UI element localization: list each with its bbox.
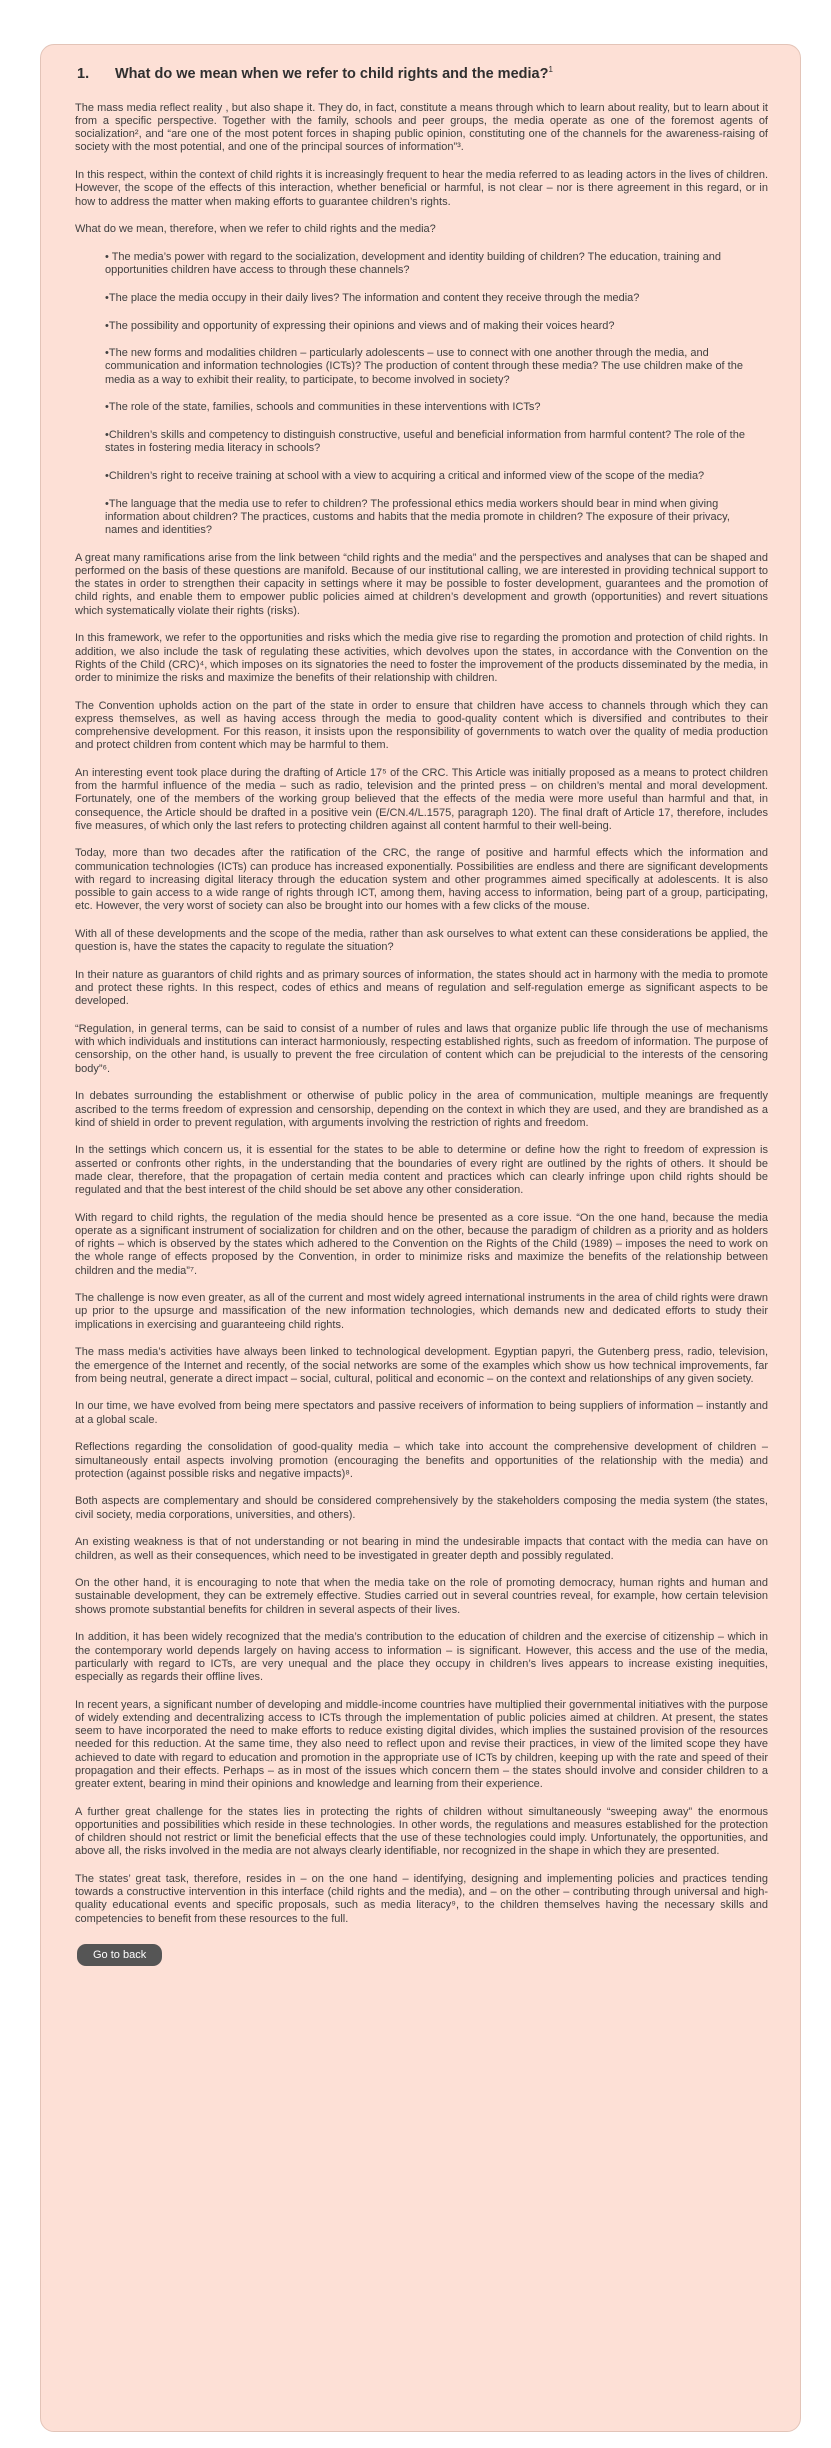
section-number: 1. (77, 65, 90, 82)
body-paragraph: Reflections regarding the consolidation of good-quality media – which take into account the comprehensive development of children – simultaneously entail aspects involving promotion (encouraging the benefits and opportunities of the relationship with the media) and protection (against possible risks and negative impacts)⁸. (75, 1441, 768, 1480)
body-paragraph: With all of these developments and the scope of the media, rather than ask ourselves to what extent can these considerations be applied, the question is, have the states the capacity to regulate the situation? (75, 927, 768, 954)
body-paragraph: In our time, we have evolved from being mere spectators and passive receivers of information to being suppliers of information – instantly and at a global scale. (75, 1400, 768, 1426)
body-paragraph: In this framework, we refer to the opportunities and risks which the media give rise to regarding the promotion and protection of child rights. In addition, we also include the task of regulating these activities, which devolves upon the states, in accordance with the Convention on the Rights of the Child (CRC)⁴, which imposes on its signatories the need to foster the improvement of the products disseminated by the media, in order to minimize the risks and maximize the benefits of their relationship with children. (75, 632, 768, 684)
body-paragraph: Today, more than two decades after the ratification of the CRC, the range of positive and harmful effects which the information and communication technologies (ICTs) can produce has increased exponentially. Possibilities are endless and there are significant developments with regard to increasing digital literacy through the education system and other programmes aimed specifically at adolescents. It is also possible to gain access to a wide range of rights through ICT, among them, having access to information, being part of a group, participating, etc. However, the very worst of society can also be brought into our homes with a few clicks of the mouse. (75, 847, 768, 913)
body-paragraph: The states’ great task, therefore, resides in – on the one hand – identifying, designing and implementing policies and practices tending towards a constructive intervention in this interface (child rights and the media), and – on the other – contributing through universal and high-quality educational events and specific proposals, such as media literacy⁹, to the children themselves having the necessary skills and competencies to benefit from these resources to the full. (75, 1872, 768, 1925)
section-heading (77, 65, 768, 82)
body-paragraph: The Convention upholds action on the part of the state in order to ensure that children have access to channels through which they can express themselves, as well as having access through the media to good-quality content which is diversified and contributes to their comprehensive development. For this reason, it insists upon the responsibility of governments to watch over the quality of media production and protect children from content which may be harmful to them. (75, 699, 768, 752)
question-item: •The role of the state, families, schools and communities in these interventions with ICTs? (105, 401, 541, 414)
content-panel (40, 44, 801, 2432)
body-paragraph: The mass media’s activities have always been linked to technological development. Egyptian papyri, the Gutenberg press, radio, television, the emergence of the Internet and recently, of the social networks are some of the examples which show us how technical improvements, far from being neutral, generate a direct impact – social, cultural, political and economic – on the context and relationships of any given society. (75, 1346, 768, 1385)
intro-paragraph-2: In this respect, within the context of child rights it is increasingly frequent to hear the media referred to as leading actors in the lives of children. However, the scope of the effects of this interaction, whether beneficial or harmful, is not clear – nor is there agreement in this regard, or in how to address the matter when making efforts to guarantee children’s rights. (75, 169, 768, 208)
body-paragraph: In their nature as guarantors of child rights and as primary sources of information, the states should act in harmony with the media to promote and protect these rights. In this respect, codes of ethics and means of regulation and self-regulation emerge as significant aspects to be developed. (75, 968, 768, 1008)
heading-footnote: 1 (548, 65, 553, 74)
intro-paragraph-1: The mass media reflect reality , but also shape it. They do, in fact, constitute a means through which to learn about reality, but to learn about it from a specific perspective. Together with the family, schools and peer groups, the media operate as one of the foremost agents of socialization², and “are one of the most potent forces in shaping public opinion, constituting one of the channels for the awareness-raising of society with the most potential, and one of the principal sources of information”³. (75, 101, 768, 154)
body-paragraph: Both aspects are complementary and should be considered comprehensively by the stakeholders composing the media system (the states, civil society, media corporations, universities, and others). (75, 1495, 768, 1521)
body-paragraph: On the other hand, it is encouraging to note that when the media take on the role of promoting democracy, human rights and human and sustainable development, they can be extremely effective. Studies carried out in several countries reveal, for example, how certain television shows promote substantial benefits for children in several aspects of their lives. (75, 1577, 768, 1616)
go-back-button[interactable]: Go to back (77, 1944, 162, 1966)
question-item: •The new forms and modalities children – particularly adolescents – use to connect with one another through the media, and communication and information technologies (ICTs)? The production of content through these media? The use children make of the media as a way to exhibit their reality, to participate, to become involved in society? (105, 347, 743, 386)
question-list (75, 251, 768, 537)
body-paragraph: “Regulation, in general terms, can be said to consist of a number of rules and laws that organize public life through the use of mechanisms with which individuals and institutions can interact harmoniously, respecting established rights, such as freedom of information. The purpose of censorship, on the other hand, is usually to prevent the free circulation of content which can be prejudicial to the interests of the censoring body”⁶. (75, 1022, 768, 1075)
question-item: • The media’s power with regard to the socialization, development and identity building of children? The education, training and opportunities children have access to through these channels? (105, 250, 721, 277)
body-paragraph: An existing weakness is that of not understanding or not bearing in mind the undesirable impacts that contact with the media can have on children, as well as their consequences, which need to be investigated in greater depth and possibly regulated. (75, 1536, 768, 1562)
section-title: What do we mean when we refer to child rights and the media? (115, 65, 549, 82)
body-paragraph: In addition, it has been widely recognized that the media’s contribution to the education of children and the exercise of citizenship – which in the contemporary world depends largely on having access to information – is significant. However, this access and the use of the media, particularly with regard to ICTs, are very unequal and the place they occupy in children’s lives appears to increase existing inequities, especially as regards their offline lives. (75, 1631, 768, 1683)
question-item: •The possibility and opportunity of expressing their opinions and views and of making their voices heard? (105, 319, 615, 332)
body-paragraph: The challenge is now even greater, as all of the current and most widely agreed international instruments in the area of child rights were drawn up prior to the upsurge and massification of the new information technologies, which demands new and dedicated efforts to study their implications in exercising and guaranteeing child rights. (75, 1292, 768, 1331)
body-paragraph: In debates surrounding the establishment or otherwise of public policy in the area of communication, multiple meanings are frequently ascribed to the terms freedom of expression and censorship, depending on the context in which they are used, and they are brandished as a kind of shield in order to prevent regulation, with arguments involving the restriction of rights and freedom. (75, 1090, 768, 1129)
question-item: •The place the media occupy in their daily lives? The information and content they receive through the media? (105, 291, 640, 304)
body-paragraph: In the settings which concern us, it is essential for the states to be able to determine or define how the right to freedom of expression is asserted or confronts other rights, in the understanding that the boundaries of every right are outlined by the rights of others. It should be made clear, therefore, that the propagation of certain media content and practices which can clearly infringe upon child rights should be regulated and that the best interest of the child should be set above any other consideration. (75, 1144, 768, 1197)
body-paragraph: With regard to child rights, the regulation of the media should hence be presented as a core issue. “On the one hand, because the media operate as a significant instrument of socialization for children and on the other, because the paradigm of children as a priority and as holders of rights – which is observed by the states which adhered to the Convention on the Rights of the Child (1989) – imposes the need to work on the whole range of effects proposed by the Convention, in order to minimize risks and maximize the benefits of the relationship between children and the media”⁷. (75, 1211, 768, 1277)
question-item: •Children’s right to receive training at school with a view to acquiring a critical and informed view of the scope of the media? (105, 469, 705, 482)
intro-paragraph-3: What do we mean, therefore, when we refer to child rights and the media? (75, 223, 436, 236)
question-item: •The language that the media use to refer to children? The professional ethics media workers should bear in mind when giving information about children? The practices, customs and habits that the media promote in children? The exposure of their privacy, names and identities? (105, 497, 730, 537)
body-paragraph: A great many ramifications arise from the link between “child rights and the media” and the perspectives and analyses that can be shaped and performed on the basis of these questions are manifold. Because of our institutional calling, we are interested in providing technical support to the states in order to strengthen their capacity in settings where it may be possible to foster development, guarantees and the promotion of child rights, and enable them to empower public policies aimed at children’s development and growth (opportunities) and revert situations which systematically violate their rights (risks). (75, 551, 768, 617)
body-paragraph: A further great challenge for the states lies in protecting the rights of children without simultaneously “sweeping away” the enormous opportunities and possibilities which reside in these technologies. In other words, the regulations and measures established for the protection of children should not restrict or limit the beneficial effects that the use of these technologies could imply. Unfortunately, the opportunities, and above all, the risks involved in the media are not always clearly identifiable, nor recognized in the shape in which they are presented. (75, 1805, 768, 1858)
body-paragraph: In recent years, a significant number of developing and middle-income countries have multiplied their governmental initiatives with the purpose of widely extending and decentralizing access to ICTs through the implementation of public policies aimed at children. At present, the states seem to have incorporated the need to make efforts to reduce existing digital divides, which implies the sustained provision of the resources needed for this reduction. At the same time, they also need to reflect upon and revise their practices, in view of the limited scope they have achieved to date with regard to education and promotion in the appropriate use of ICTs by children, keeping up with the rate and speed of their propagation and their effects. Perhaps – as in most of the issues which concern them – the states should involve and consider children to a greater extent, bearing in mind their opinions and knowledge and learning from their experience. (75, 1698, 768, 1790)
body-paragraph: An interesting event took place during the drafting of Article 17⁵ of the CRC. This Article was initially proposed as a means to protect children from the harmful influence of the media – such as radio, television and the printed press – on children’s mental and moral development. Fortunately, one of the members of the working group believed that the effects of the media were more useful than harmful and that, in consequence, the Article should be drafted in a positive vein (E/CN.4/L.1575, paragraph 120). The final draft of Article 17, therefore, includes five measures, of which only the last refers to protecting children against all content harmful to their well-being. (75, 766, 768, 832)
question-item: •Children’s skills and competency to distinguish constructive, useful and beneficial information from harmful content? The role of the states in fostering media literacy in schools? (105, 429, 745, 455)
